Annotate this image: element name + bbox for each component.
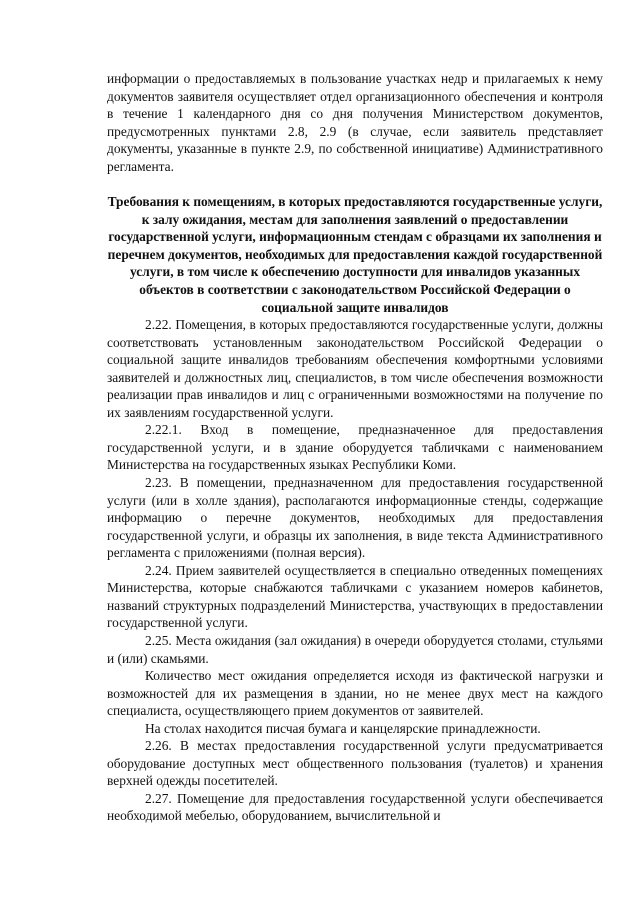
paragraph-2-26: 2.26. В местах предоставления государственной услуги предусматривается оборудование доступных мест общественного пользования (туалетов) и хранения верхней одежды посетителей. — [107, 738, 603, 789]
paragraph-waiting-places: Количество мест ожидания определяется исходя из фактической нагрузки и возможностей для их размещения в здании, но не менее двух мест на каждого специалиста, осуществляющего прием документов от заявителей. — [107, 668, 603, 719]
paragraph-2-22: 2.22. Помещения, в которых предоставляются государственные услуги, должны соответствовать установленным законодательством Российской Федерации о социальной защите инвалидов требованиям обеспечения комфортными условиями заявителей и должностных лиц, специалистов, в том числе обеспечения возможности реализации прав инвалидов и лиц с ограниченными возможностями на получение по их заявлениям государственной услуги. — [107, 317, 603, 420]
paragraph-2-23: 2.23. В помещении, предназначенном для предоставления государственной услуги (или в холле здания), располагаются информационные стенды, содержащие информацию о перечне документов, необходимых для предоставления государственной услуги, и образцы их заполнения, в виде текста Административного регламента с приложениями (полная версия). — [107, 475, 603, 561]
section-heading: Требования к помещениям, в которых предоставляются государственные услуги, к залу ожидания, местам для заполнения заявлений о предоставлении государственной услуги, информационным стендам с образцами их заполнения и перечнем документов, необходимых для предоставления каждой государственной услуги, в том числе к обеспечению доступности для инвалидов указанных объектов в соответствии с законодательством Российской Федерации о социальной защите инвалидов — [107, 194, 603, 315]
intro-paragraph: информации о предоставляемых в пользование участках недр и прилагаемых к нему документов заявителя осуществляет отдел организационного обеспечения и контроля в течение 1 календарного дня со дня получения Министерством документов, предусмотренных пунктами 2.8, 2.9 (в случае, если заявитель представляет документы, указанные в пункте 2.9, по собственной инициативе) Административного регламента. — [107, 71, 603, 174]
paragraph-2-22-1: 2.22.1. Вход в помещение, предназначенное для предоставления государственной услуги, и в здание оборудуется табличками с наименованием Министерства на государственных языках Республики Коми. — [107, 422, 603, 473]
paragraph-2-27: 2.27. Помещение для предоставления государственной услуги обеспечивается необходимой мебелью, оборудованием, вычислительной и — [107, 790, 603, 824]
paragraph-2-25: 2.25. Места ожидания (зал ожидания) в очереди оборудуется столами, стульями и (или) скамьями. — [107, 632, 603, 666]
paragraph-2-24: 2.24. Прием заявителей осуществляется в специально отведенных помещениях Министерства, которые снабжаются табличками с указанием номеров кабинетов, названий структурных подразделений Министерства, участвующих в предоставлении государственной услуги. — [107, 562, 603, 631]
document-page — [107, 70, 603, 825]
paragraph-stationery: На столах находится писчая бумага и канцелярские принадлежности. — [145, 720, 541, 736]
